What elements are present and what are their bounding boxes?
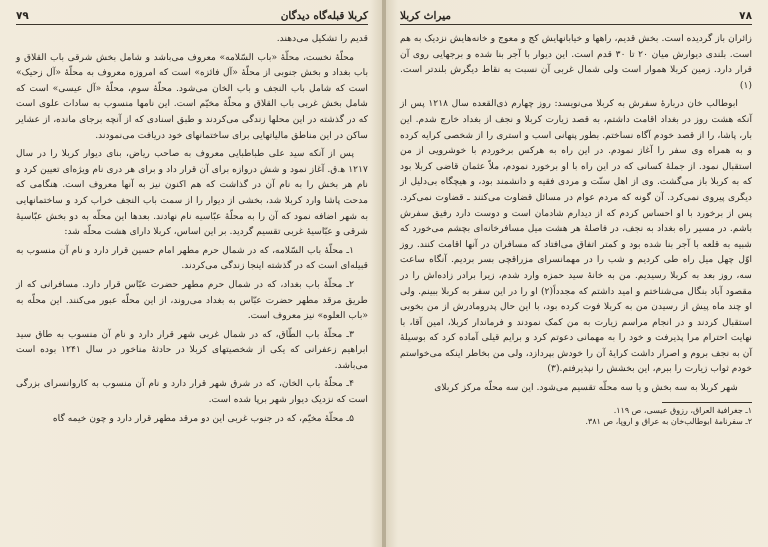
running-head: میراث کربلا <box>400 10 452 22</box>
paragraph: قدیم را تشکیل می‌دهند. <box>276 33 368 44</box>
page-number: ۷۹ <box>16 10 29 22</box>
gutter-shadow <box>384 0 386 547</box>
paragraph: ابوطالب خان دربارهٔ سفرش به کربلا می‌نویسد: روز چهارم ذی‌القعده سال ۱۲۱۸ پس از آنکه هشت روز در بغداد اقامت داشتم، به قصد زیارت کربلا و نجف از بغداد خارج شدم. این بار، پاشا، را از قصد خودم آگاه نساختم. بطور پنهانی اسب و استری را از شخصی کرایه کرده و به همراه وی سفر را آغاز نمودم. در این راه به هرکس برخوردم با خوشرویی از من استقبال نمود. از جملهٔ کسانی که در این راه با او برخورد نمودم، ملاّ عثمان قاضی کربلا بود که به کربلا باز می‌گشت. وی از اهل سنّت و مردی فقیه و دانشمند بود، و هیچگاه بی‌دلیل از دیگری پیروی نمی‌کرد. آن گونه که مردم عوام در مسائل قضاوت می‌کنند ـ قضاوت نمی‌کرد. پس از برخورد با او احساس کردم که از دیدارم شادمان است و دوست دارد رفیق سفرش باشم. در مسیر راه بغداد به نجف، در فاصلهٔ هر هشت میل مسافرخانه‌ای بچشم می‌خورد که شبیه به قلعه با آجر بنا شده بود و کمتر اتفاق می‌افتاد که مسافران در آنها اقامت کنند. روز اوّل چهل میل راه طی کردیم و شب را در مهمانسرای مزراقچی بسر بردیم. آنگاه ساعت سه، روز بعد به کربلا رسیدیم. من به خانهٔ سید حمزه وارد شدم، زیرا برادر زاده‌اش را در مقصود آباد بنگال می‌شناختم و امید داشتم که مجدداً(۲) او را در این سفر به کربلا ببینم. ولی او چند ماه پیش از رسیدن من به کربلا فوت کرده بود، با این حال پدرومادرش از من بخوبی استقبال کردند و در انجام مراسم زیارت به من کمک نمودند و فرماندار کربلا، امین آقا، با نهایت احترام مرا پذیرفت و خود را به مهمانی دعوتم کرد و برایم قیلی آماده کرد که بوسیلهٔ آن به نجف بروم و اصرار داشت کرایهٔ آن را خودش بپردازد، ولی من بخاطر اینکه می‌خواستم خودم ثواب زیارت را ببرم، این بخشش را نپذیرفتم.(۳) <box>400 98 753 375</box>
paragraph: شهر کربلا به سه بخش و یا سه محلّه تقسیم می‌شود. این سه محلّه مرکز کربلای <box>434 382 738 394</box>
list-item: ۳ـ محلّهٔ باب الطّاق، که در شمال غربی شهر قرار دارد و نام آن منسوب به طاق سید ابراهیم زعفرانی که یکی از شخصیتهای کربلا در حادثهٔ مناخور در سال ۱۲۴۱ بوده است می‌باشد. <box>16 328 368 371</box>
list-item: ۲ـ محلّهٔ باب بغداد، که در شمال حرم مطهر حضرت عبّاس قرار دارد. مسافرانی که از طریق مرقد مطهر حضرت عبّاس به بغداد می‌روند، از این محلّه عبور می‌کنند. این محلّه به «باب العلوه» نیز معروف است. <box>16 278 368 322</box>
list-item: ۴ـ محلّهٔ باب الخان، که در شرق شهر قرار دارد و نام آن منسوب به کاروانسرای بزرگی است که نزدیک دیوار شهر برپا شده است. <box>16 378 368 406</box>
right-page-body <box>400 31 752 396</box>
left-page-body <box>16 31 368 426</box>
paragraph: زائران باز گردیده است. بخش قدیم، راهها و خیابانهایش کج و معوج و خانه‌هایش نزدیک به هم است. بلندی دیوارش میان ۲۰ تا ۳۰ قدم است. این دیوار با آجر بنا شده و برجهایی روی آن قرار دارد. زمین کربلا هموار است ولی شمال غربی آن نسبت به نقاط دیگرش بلندتر است.(۱) <box>400 33 752 91</box>
list-item: ۵ـ محلّهٔ مخیّم، که در جنوب غربی این دو مرقد مطهر قرار دارد و چون خیمه گاه <box>52 412 354 424</box>
footnote-separator <box>662 402 752 403</box>
footnote: ۱ـ جغرافیة العراق، رزوق عیسی، ص ۱۱۹. <box>613 405 752 415</box>
left-page-header <box>16 8 368 25</box>
list-item: ۱ـ محلّهٔ باب السّلامه، که در شمال حرم مطهر امام حسین قرار دارد و نام آن منسوب به قبیله‌ای است که در گذشته اینجا زندگی می‌کردند. <box>16 244 368 272</box>
footnote: ۲ـ سفرنامهٔ ابوطالب‌خان به عراق و اروپا، ص ۳۸۱. <box>585 416 752 426</box>
running-head: کربلا قبله‌گاه دیدگان <box>280 10 368 22</box>
paragraph: محلّهٔ نخست، محلّهٔ «باب السّلامه» معروف می‌باشد و شامل بخش شرقی باب القلاق و باب بغداد و بخش جنوبی از محلّهٔ «آل فائزه» است که امروزه معروف به محلّهٔ «آل زحیک» است که شامل باب النجف و باب الخان می‌شود. محلّهٔ سوم، محلّهٔ «آل عیسی» است که شامل بخش غربی باب القلاق و محلّهٔ مخیّم است. این نامها منسوب به سادات علوی است که در گذشته در این محلها زندگی می‌کردند و طبق اسنادی که از آنچه برجای مانده، از عشایر ساکن در این مناطق مالیاتهایی برای ساختمانهای خود دریافت می‌نمودند. <box>16 51 368 141</box>
right-page <box>384 0 768 547</box>
paragraph: پس از آنکه سید علی طباطبایی معروف به صاحب ریاض، بنای دیوار کربلا را در سال ۱۲۱۷ ه‍.ق. آغاز نمود و شش دروازه برای آن قرار داد و برای هر دری نام ویژه‌ای تعیین کرد و نام هر بخش را به نام آن در گذاشت که هم اکنون نیز به آنها معروف است. هنگامی که مدحت پاشا وارد کربلا شد، بخشی از دیوار را از سمت باب النجف خراب کرد و ساختمانهایی به شهر اضافه نمود که آن را به محلّهٔ عبّاسیه نام نهادند. بعدها این محلّه به دو بخش عبّاسیهٔ شرقی و عبّاسیهٔ غربی تقسیم گردید. بر این اساس، کربلا دارای هشت محلّه شد: <box>16 148 368 238</box>
footnotes <box>400 405 752 427</box>
right-page-header <box>400 8 752 25</box>
page-number: ۷۸ <box>739 10 752 22</box>
